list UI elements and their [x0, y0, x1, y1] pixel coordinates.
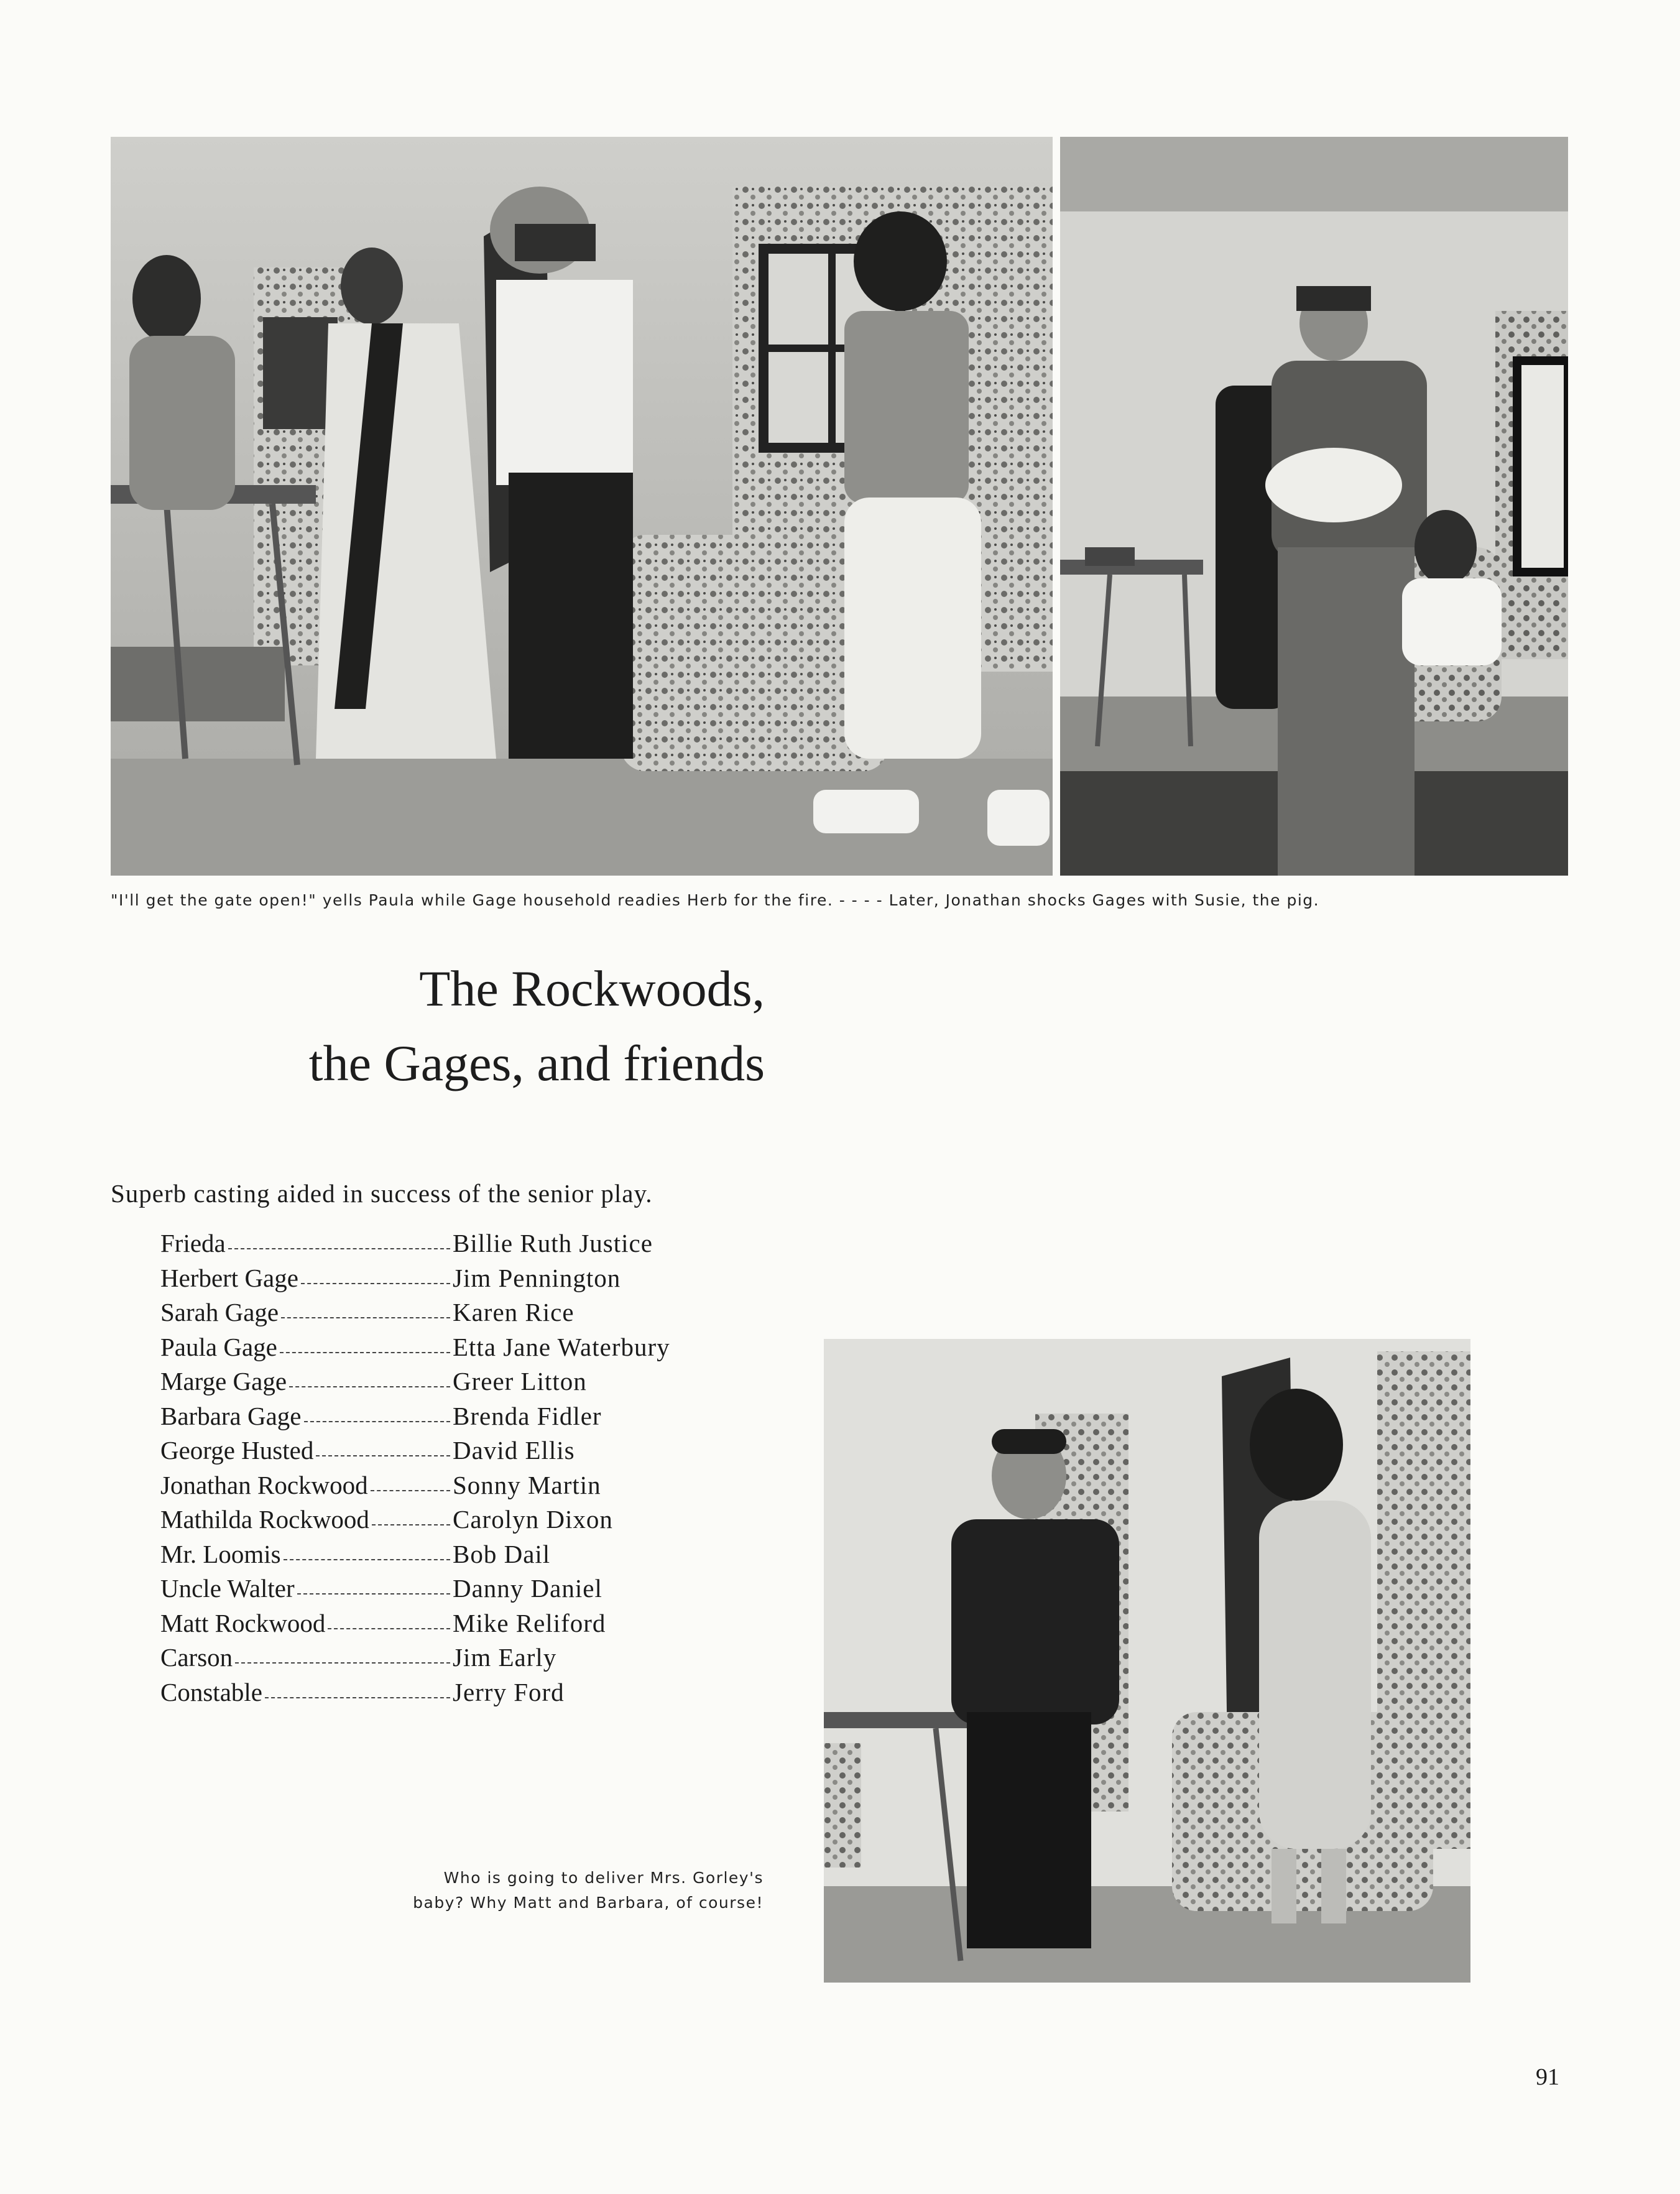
dot-leader [328, 1628, 450, 1629]
cast-row [160, 1366, 782, 1401]
cast-role: Paula Gage [160, 1332, 277, 1361]
cast-actor: Bob Dail [453, 1539, 551, 1568]
caption-bottom-line-1: Who is going to deliver Mrs. Gorley's [443, 1869, 764, 1887]
cast-role: Mr. Loomis [160, 1539, 281, 1568]
dot-leader [280, 1352, 450, 1353]
stage-scene-pig-image [1060, 137, 1568, 876]
cast-role: Mathilda Rockwood [160, 1505, 369, 1534]
cast-row [160, 1435, 782, 1470]
cast-actor: Mike Reliford [453, 1608, 606, 1637]
cast-role: Uncle Walter [160, 1574, 295, 1603]
cast-actor: Etta Jane Waterbury [453, 1332, 670, 1361]
cast-row [160, 1608, 782, 1643]
cast-role: Barbara Gage [160, 1401, 302, 1430]
cast-actor: Jerry Ford [453, 1677, 565, 1706]
page-title [187, 951, 765, 1101]
dot-leader [316, 1455, 450, 1456]
cast-row [160, 1263, 782, 1298]
cast-row [160, 1677, 782, 1712]
cast-row [160, 1470, 782, 1505]
stage-scene-baby-image [824, 1339, 1470, 1983]
cast-actor: Carolyn Dixon [453, 1505, 613, 1534]
cast-role: Marge Gage [160, 1367, 287, 1396]
cast-row [160, 1539, 782, 1574]
dot-leader [371, 1490, 450, 1491]
cast-role: Constable [160, 1677, 262, 1706]
photo-top-left [111, 137, 1053, 876]
cast-actor: Brenda Fidler [453, 1401, 602, 1430]
title-line-1: The Rockwoods, [419, 960, 765, 1017]
cast-actor: Billie Ruth Justice [453, 1229, 653, 1257]
cast-actor: Jim Early [453, 1643, 557, 1672]
cast-actor: Sonny Martin [453, 1470, 601, 1499]
cast-row [160, 1504, 782, 1539]
cast-row [160, 1332, 782, 1367]
cast-actor: Greer Litton [453, 1367, 587, 1396]
dot-leader [304, 1421, 450, 1422]
cast-actor: Karen Rice [453, 1298, 575, 1326]
cast-row [160, 1573, 782, 1608]
caption-top-photos: "I'll get the gate open!" yells Paula while Gage household readies Herb for the fire. - - - - Later, Jonathan shocks Gages with Susie, the pig. [111, 891, 1320, 909]
cast-row [160, 1401, 782, 1436]
cast-row [160, 1228, 782, 1263]
dot-leader [284, 1559, 450, 1560]
cast-actor: David Ellis [453, 1436, 575, 1465]
cast-row [160, 1642, 782, 1677]
dot-leader [228, 1248, 450, 1249]
cast-intro: Superb casting aided in success of the senior play. [111, 1179, 653, 1208]
dot-leader [265, 1697, 450, 1698]
cast-row [160, 1297, 782, 1332]
photo-bottom [824, 1339, 1470, 1983]
dot-leader [235, 1662, 450, 1664]
cast-role: Sarah Gage [160, 1298, 279, 1326]
dot-leader [297, 1593, 450, 1595]
dot-leader [301, 1283, 450, 1284]
cast-role: Frieda [160, 1229, 226, 1257]
caption-bottom-photo [359, 1866, 764, 1915]
photo-top-right [1060, 137, 1568, 876]
cast-role: Carson [160, 1643, 233, 1672]
dot-leader [372, 1524, 450, 1525]
cast-list [160, 1228, 782, 1711]
cast-actor: Jim Pennington [453, 1263, 621, 1292]
dot-leader [281, 1317, 450, 1318]
cast-role: Matt Rockwood [160, 1608, 326, 1637]
cast-actor: Danny Daniel [453, 1574, 602, 1603]
title-line-2: the Gages, and friends [308, 1035, 765, 1091]
cast-role: George Husted [160, 1436, 314, 1465]
page-number: 91 [1536, 2064, 1559, 2090]
dot-leader [289, 1386, 450, 1387]
cast-role: Jonathan Rockwood [160, 1470, 368, 1499]
stage-scene-gate-image [111, 137, 1053, 876]
caption-bottom-line-2: baby? Why Matt and Barbara, of course! [413, 1894, 764, 1912]
cast-role: Herbert Gage [160, 1263, 298, 1292]
